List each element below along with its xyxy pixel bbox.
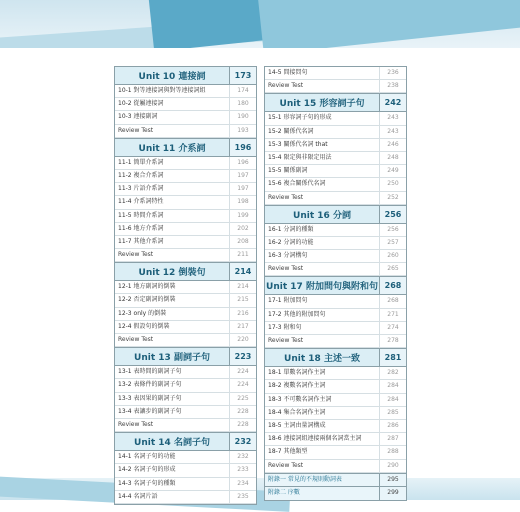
toc-entry[interactable] bbox=[265, 192, 406, 205]
toc-entry[interactable] bbox=[115, 85, 256, 98]
toc-entry[interactable] bbox=[265, 420, 406, 433]
toc-entry-page: 228 bbox=[229, 406, 256, 418]
toc-entry[interactable] bbox=[115, 196, 256, 209]
toc-entry-page: 236 bbox=[379, 67, 406, 79]
toc-entry-page: 246 bbox=[379, 139, 406, 151]
toc-entry[interactable] bbox=[115, 366, 256, 379]
toc-entry-page: 216 bbox=[229, 308, 256, 320]
unit-page: 242 bbox=[379, 94, 406, 111]
toc-entry-title: 18-5 主詞由量詞構成 bbox=[268, 421, 326, 429]
unit-title: Unit 11 介系詞 bbox=[138, 143, 206, 154]
unit-page: 281 bbox=[379, 349, 406, 366]
appendix-entry[interactable] bbox=[265, 486, 406, 500]
unit-header[interactable] bbox=[115, 262, 256, 281]
toc-entry[interactable] bbox=[115, 451, 256, 464]
toc-entry-page: 235 bbox=[229, 491, 256, 503]
toc-entry-title: 11-6 地方介系詞 bbox=[118, 224, 164, 232]
unit-header[interactable] bbox=[265, 348, 406, 367]
toc-entry-page: 225 bbox=[229, 393, 256, 405]
toc-entry-title: Review Test bbox=[118, 420, 154, 428]
appendix-title: 附錄一 常見的不規則動詞表 bbox=[268, 475, 342, 483]
toc-entry[interactable] bbox=[115, 281, 256, 294]
unit-title: Unit 18 主述一致 bbox=[284, 354, 360, 365]
toc-entry[interactable] bbox=[115, 464, 256, 477]
unit-title: Unit 17 附加問句與附和句 bbox=[266, 282, 378, 293]
toc-entry-title: 18-1 單數名詞作主詞 bbox=[268, 369, 326, 377]
toc-entry-title: 18-6 連接詞組連接兩個名詞當主詞 bbox=[268, 435, 362, 443]
toc-entry-title: 12-1 地方副詞的倒裝 bbox=[118, 283, 176, 291]
toc-entry-title: Review Test bbox=[118, 251, 154, 259]
toc-entry[interactable] bbox=[265, 460, 406, 473]
toc-entry-page: 190 bbox=[229, 111, 256, 123]
toc-entry-title: 16-3 分詞構句 bbox=[268, 252, 308, 260]
toc-entry[interactable] bbox=[115, 334, 256, 347]
toc-entry-page: 257 bbox=[379, 237, 406, 249]
toc-entry[interactable] bbox=[115, 98, 256, 111]
toc-entry-page: 271 bbox=[379, 309, 406, 321]
toc-entry-title: 13-4 表讓步的副詞子句 bbox=[118, 407, 182, 415]
toc-entry-title: 12-2 否定副詞的倒裝 bbox=[118, 296, 176, 304]
toc-entry[interactable] bbox=[115, 210, 256, 223]
unit-title: Unit 16 分詞 bbox=[293, 210, 351, 221]
toc-entry[interactable] bbox=[265, 80, 406, 93]
toc-entry[interactable] bbox=[265, 263, 406, 276]
unit-header[interactable] bbox=[115, 67, 256, 85]
toc-entry-title: 13-2 表條件的副詞子句 bbox=[118, 381, 182, 389]
toc-entry-title: 17-1 附加問句 bbox=[268, 297, 308, 305]
toc-entry-page: 198 bbox=[229, 196, 256, 208]
toc-entry-title: 17-3 附和句 bbox=[268, 323, 302, 331]
toc-entry-page: 268 bbox=[379, 295, 406, 307]
toc-entry-page: 243 bbox=[379, 112, 406, 124]
toc-entry-page: 193 bbox=[229, 125, 256, 137]
unit-title: Unit 14 名詞子句 bbox=[134, 438, 210, 449]
toc-entry[interactable] bbox=[115, 321, 256, 334]
toc-entry-title: Review Test bbox=[268, 461, 304, 469]
toc-entry-title: 15-3 關係代名詞 that bbox=[268, 140, 328, 148]
toc-entry[interactable] bbox=[115, 125, 256, 138]
toc-entry[interactable] bbox=[265, 407, 406, 420]
toc-entry[interactable] bbox=[265, 433, 406, 446]
toc-entry-page: 228 bbox=[229, 419, 256, 431]
toc-entry-title: 18-2 複數名詞作主詞 bbox=[268, 382, 326, 390]
toc-entry-title: 12-4 假設句的倒裝 bbox=[118, 322, 170, 330]
toc-entry-title: 18-7 其他類型 bbox=[268, 448, 308, 456]
toc-entry-title: 15-1 形容詞子句的形成 bbox=[268, 114, 332, 122]
toc-entry[interactable] bbox=[265, 295, 406, 308]
toc-entry[interactable] bbox=[265, 335, 406, 348]
appendix-page: 299 bbox=[379, 487, 406, 500]
unit-page: 173 bbox=[229, 67, 256, 84]
toc-entry-title: 14-4 名詞片語 bbox=[118, 492, 158, 500]
toc-entry-title: 18-3 不可數名詞作主詞 bbox=[268, 395, 332, 403]
toc-entry[interactable] bbox=[115, 157, 256, 170]
unit-header[interactable] bbox=[115, 432, 256, 451]
toc-entry[interactable] bbox=[265, 139, 406, 152]
toc-entry-page: 282 bbox=[379, 367, 406, 379]
toc-entry[interactable] bbox=[115, 294, 256, 307]
toc-entry-page: 217 bbox=[229, 321, 256, 333]
toc-entry-title: Review Test bbox=[268, 265, 304, 273]
toc-entry[interactable] bbox=[115, 419, 256, 432]
toc-entry[interactable] bbox=[265, 112, 406, 125]
toc-entry-page: 265 bbox=[379, 263, 406, 275]
toc-entry-page: 215 bbox=[229, 294, 256, 306]
unit-title: Unit 10 連接詞 bbox=[138, 72, 206, 82]
toc-entry[interactable] bbox=[265, 237, 406, 250]
toc-entry-title: 15-4 限定與非限定用法 bbox=[268, 153, 332, 161]
toc-entry-page: 290 bbox=[379, 460, 406, 472]
toc-entry-title: 11-7 其他介系詞 bbox=[118, 237, 164, 245]
toc-entry-title: 11-1 簡單介系詞 bbox=[118, 158, 164, 166]
toc-left-column bbox=[114, 66, 257, 505]
toc-entry-title: 11-5 時間介系詞 bbox=[118, 211, 164, 219]
toc-entry[interactable] bbox=[115, 478, 256, 491]
toc-entry[interactable] bbox=[115, 491, 256, 504]
unit-header[interactable] bbox=[265, 276, 406, 295]
toc-entry[interactable] bbox=[265, 367, 406, 380]
toc-entry-title: 14-1 名詞子句的功能 bbox=[118, 453, 176, 461]
toc-entry-page: 208 bbox=[229, 236, 256, 248]
toc-entry-page: 196 bbox=[229, 157, 256, 169]
toc-entry-page: 202 bbox=[229, 223, 256, 235]
toc-entry-page: 174 bbox=[229, 85, 256, 97]
toc-entry-page: 248 bbox=[379, 152, 406, 164]
toc-entry[interactable] bbox=[115, 236, 256, 249]
toc-entry-page: 214 bbox=[229, 281, 256, 293]
toc-entry-title: 12-3 only 的倒裝 bbox=[118, 309, 167, 317]
unit-page: 223 bbox=[229, 348, 256, 365]
toc-entry[interactable] bbox=[115, 406, 256, 419]
toc-entry-page: 180 bbox=[229, 98, 256, 110]
toc-entry-page: 249 bbox=[379, 165, 406, 177]
unit-title: Unit 12 倒裝句 bbox=[138, 268, 206, 279]
toc-entry-title: 10-2 從屬連接詞 bbox=[118, 100, 164, 108]
toc-entry[interactable] bbox=[265, 224, 406, 237]
toc-entry-page: 260 bbox=[379, 250, 406, 262]
toc-entry[interactable] bbox=[265, 322, 406, 335]
toc-entry-page: 256 bbox=[379, 224, 406, 236]
toc-entry-page: 233 bbox=[229, 464, 256, 476]
toc-entry-page: 286 bbox=[379, 420, 406, 432]
toc-entry-page: 278 bbox=[379, 335, 406, 347]
toc-entry-page: 220 bbox=[229, 334, 256, 346]
unit-page: 268 bbox=[379, 277, 406, 294]
toc-entry-title: 17-2 其他的附加問句 bbox=[268, 310, 326, 318]
toc-entry-title: 15-5 關係副詞 bbox=[268, 167, 308, 175]
top-decoration-stripes bbox=[0, 0, 520, 48]
toc-entry[interactable] bbox=[115, 249, 256, 262]
unit-header[interactable] bbox=[265, 205, 406, 224]
toc-entry-page: 234 bbox=[229, 478, 256, 490]
appendix-page: 295 bbox=[379, 474, 406, 487]
toc-entry-page: 211 bbox=[229, 249, 256, 261]
appendix-title: 附錄二 序數 bbox=[268, 489, 300, 497]
toc-entry-title: 10-3 連接副詞 bbox=[118, 113, 158, 121]
unit-header[interactable] bbox=[115, 347, 256, 366]
toc-entry[interactable] bbox=[265, 178, 406, 191]
toc-entry[interactable] bbox=[265, 250, 406, 263]
unit-page: 214 bbox=[229, 263, 256, 280]
toc-right-column bbox=[264, 66, 407, 501]
unit-title: Unit 13 副詞子句 bbox=[134, 353, 210, 364]
toc-entry-title: 13-1 表時間的副詞子句 bbox=[118, 368, 182, 376]
toc-entry[interactable] bbox=[115, 170, 256, 183]
toc-entry[interactable] bbox=[265, 126, 406, 139]
toc-entry[interactable] bbox=[265, 394, 406, 407]
toc-entry-title: 13-3 表因果的副詞子句 bbox=[118, 394, 182, 402]
toc-entry-title: 16-1 分詞的種類 bbox=[268, 225, 314, 233]
toc-entry-page: 252 bbox=[379, 192, 406, 204]
unit-page: 196 bbox=[229, 139, 256, 156]
toc-entry-page: 288 bbox=[379, 446, 406, 458]
toc-entry-title: 15-2 關係代名詞 bbox=[268, 127, 314, 135]
appendix-entry[interactable] bbox=[265, 473, 406, 487]
toc-entry[interactable] bbox=[115, 393, 256, 406]
toc-entry-title: 11-4 介系詞特性 bbox=[118, 198, 164, 206]
toc-entry[interactable] bbox=[265, 309, 406, 322]
toc-entry-title: 16-2 分詞的功能 bbox=[268, 238, 314, 246]
toc-entry-title: 14-5 間接問句 bbox=[268, 69, 308, 76]
toc-entry-title: 10-1 對等連接詞與對等連接詞組 bbox=[118, 87, 206, 94]
toc-entry-page: 232 bbox=[229, 451, 256, 463]
toc-entry-title: 15-6 複合關係代名詞 bbox=[268, 180, 326, 188]
toc-entry-title: Review Test bbox=[268, 82, 304, 90]
toc-entry[interactable] bbox=[265, 380, 406, 393]
toc-entry-page: 285 bbox=[379, 407, 406, 419]
toc-entry-page: 224 bbox=[229, 366, 256, 378]
toc-entry-page: 287 bbox=[379, 433, 406, 445]
toc-entry-title: 18-4 集合名詞作主詞 bbox=[268, 408, 326, 416]
toc-entry[interactable] bbox=[115, 308, 256, 321]
toc-entry-page: 199 bbox=[229, 210, 256, 222]
toc-entry[interactable] bbox=[265, 152, 406, 165]
toc-entry-title: Review Test bbox=[118, 126, 154, 134]
toc-entry-page: 197 bbox=[229, 183, 256, 195]
toc-entry-title: 11-3 片語介系詞 bbox=[118, 185, 164, 193]
toc-entry[interactable] bbox=[115, 223, 256, 236]
toc-entry-page: 284 bbox=[379, 380, 406, 392]
toc-entry-title: Review Test bbox=[268, 193, 304, 201]
toc-entry-title: Review Test bbox=[268, 337, 304, 344]
toc-entry[interactable] bbox=[115, 183, 256, 196]
toc-entry-page: 250 bbox=[379, 178, 406, 190]
toc-entry-title: 14-3 名詞子句的種類 bbox=[118, 479, 176, 487]
toc-entry-page: 224 bbox=[229, 379, 256, 391]
unit-header[interactable] bbox=[115, 138, 256, 157]
toc-entry[interactable] bbox=[265, 446, 406, 459]
toc-entry-page: 197 bbox=[229, 170, 256, 182]
toc-entry[interactable] bbox=[115, 379, 256, 392]
unit-header[interactable] bbox=[265, 93, 406, 112]
toc-entry[interactable] bbox=[265, 165, 406, 178]
toc-entry-page: 284 bbox=[379, 394, 406, 406]
toc-entry[interactable] bbox=[265, 67, 406, 80]
unit-title: Unit 15 形容詞子句 bbox=[279, 99, 365, 110]
toc-entry-title: 11-2 複合介系詞 bbox=[118, 171, 164, 179]
toc-entry-page: 274 bbox=[379, 322, 406, 334]
toc-entry-title: 14-2 名詞子句的形成 bbox=[118, 466, 176, 474]
bottom-decoration-band bbox=[0, 478, 520, 500]
toc-entry[interactable] bbox=[115, 111, 256, 124]
unit-page: 256 bbox=[379, 206, 406, 223]
toc-entry-page: 238 bbox=[379, 80, 406, 92]
unit-page: 232 bbox=[229, 433, 256, 450]
toc-entry-title: Review Test bbox=[118, 336, 154, 343]
toc-entry-page: 243 bbox=[379, 126, 406, 138]
